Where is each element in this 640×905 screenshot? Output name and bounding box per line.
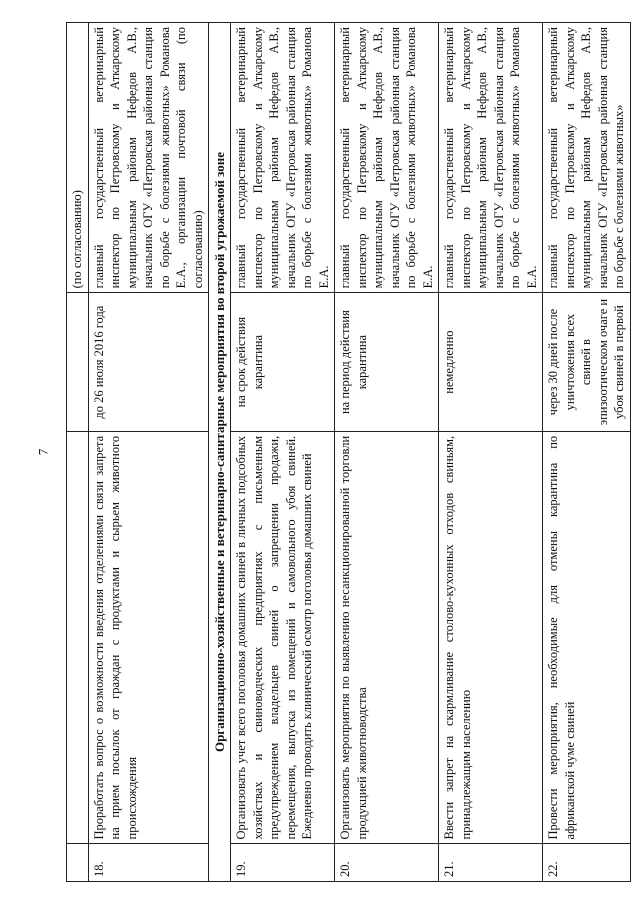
table-row: [67, 23, 89, 882]
cell-deadline: на срок действия карантина: [231, 293, 335, 431]
section-row: [209, 23, 231, 882]
table-row: [335, 23, 439, 882]
section-title: Организационно-хозяйственные и ветеринарно-санитарные мероприятия во второй угрожаемой зоне: [209, 23, 231, 882]
cell-num: 18.: [88, 844, 209, 882]
table-row: [543, 23, 631, 882]
cell-resp: главный государственный ветеринарный инспектор по Петровскому и Аткарскому муниципальным районам Нефедов А.В., начальник ОГУ «Петровская районная станция по борьбе с болезнями животных»: [543, 23, 631, 293]
cell-action: Организовать учет всего поголовья домашних свиней в личных подсобных хозяйствах и свиноводческих предприятиях с письменным предупреждением владельцев свиней о запрещении продажи, перемещения, выпуска из помещений и самовольного убоя свиней. Ежедневно проводить клинический осмотр поголовья домашних свиней: [231, 431, 335, 844]
cell-deadline: на период действия карантина: [335, 293, 439, 431]
table-row: [231, 23, 335, 882]
cell-action: Провести мероприятия, необходимые для отмены карантина по африканской чуме свиней: [543, 431, 631, 844]
cell-resp: главный государственный ветеринарный инспектор по Петровскому и Аткарскому муниципальным районам Нефедов А.В., начальник ОГУ «Петровская районная станция по борьбе с болезнями животных» Романова Е.А.: [439, 23, 543, 293]
cell-num: 21.: [439, 844, 543, 882]
cell-action: Организовать мероприятия по выявлению несанкционированной торговли продукцией животноводства: [335, 431, 439, 844]
table-row: [439, 23, 543, 882]
cell-deadline: до 26 июля 2016 года: [88, 293, 209, 431]
cell-resp: (по согласованию): [67, 23, 89, 293]
cell-num: 22.: [543, 844, 631, 882]
cell-resp: главный государственный ветеринарный инспектор по Петровскому и Аткарскому муниципальным районам Нефедов А.В., начальник ОГУ «Петровская районная станция по борьбе с болезнями животных» Романова Е.А.: [335, 23, 439, 293]
cell-num: 19.: [231, 844, 335, 882]
cell-deadline: через 30 дней после уничтожения всех свиней в эпизоотическом очаге и убоя свиней в первой: [543, 293, 631, 431]
cell-resp: главный государственный ветеринарный инспектор по Петровскому и Аткарскому муниципальным районам Нефедов А.В., начальник ОГУ «Петровская районная станция по борьбе с болезнями животных» Романова Е.А.: [231, 23, 335, 293]
rotated-table-container: [66, 22, 627, 882]
measures-table: [66, 22, 631, 882]
cell-action: Ввести запрет на скармливание столово-кухонных отходов свиньям, принадлежащим населению: [439, 431, 543, 844]
table-row: [88, 23, 209, 882]
cell-resp: главный государственный ветеринарный инспектор по Петровскому и Аткарскому муниципальным районам Нефедов А.В., начальник ОГУ «Петровская районная станция по борьбе с болезнями животных» Романова Е.А., организации почтовой связи (по согласованию): [88, 23, 209, 293]
page-number: 7: [35, 448, 51, 456]
cell-deadline: немедленно: [439, 293, 543, 431]
cell-action: Проработать вопрос о возможности введения отделениями связи запрета на прием посылок от граждан с продуктами и сырьем животного происхождения: [88, 431, 209, 844]
cell-num: 20.: [335, 844, 439, 882]
